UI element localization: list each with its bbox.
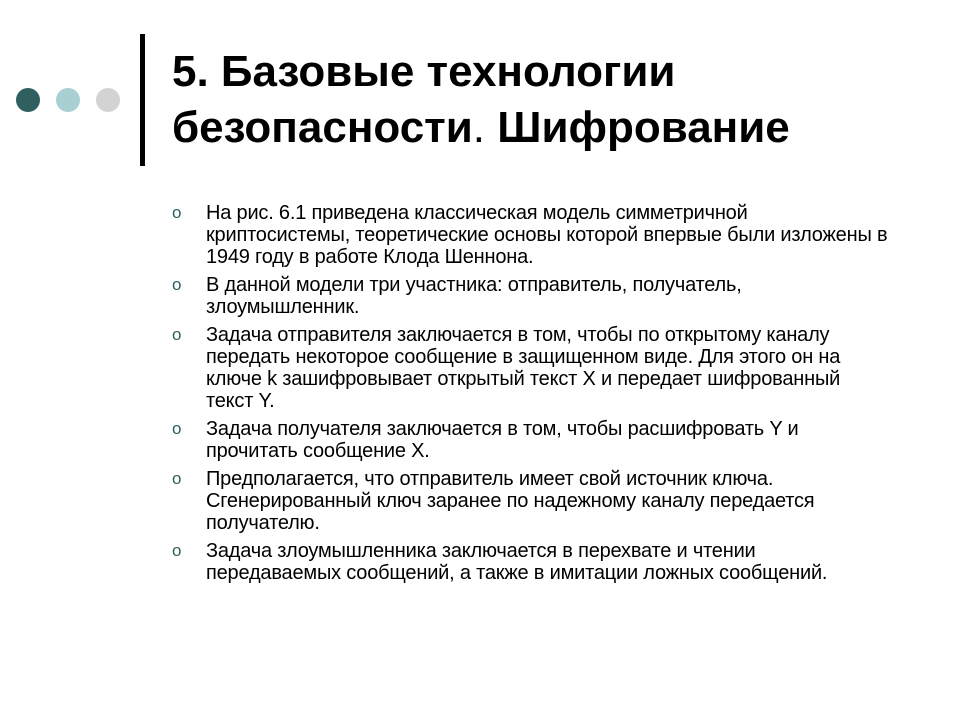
list-item bbox=[172, 540, 892, 584]
bullet-text: Задача получателя заключается в том, чтобы расшифровать Y и прочитать сообщение X. bbox=[206, 418, 799, 462]
bullet-marker-icon: o bbox=[172, 419, 182, 438]
title-line-1: 5. Базовые технологии bbox=[172, 47, 676, 96]
bullet-text: На рис. 6.1 приведена классическая модель симметричной криптосистемы, теоретические основы которой впервые были изложены в 1949 году в работе Клода Шеннона. bbox=[206, 202, 888, 268]
bullet-list bbox=[172, 202, 892, 590]
bullet-text: В данной модели три участника: отправитель, получатель, злоумышленник. bbox=[206, 274, 742, 318]
bullet-text: Задача злоумышленника заключается в перехвате и чтении передаваемых сообщений, а также в имитации ложных сообщений. bbox=[206, 540, 828, 584]
title-divider-line bbox=[140, 34, 145, 166]
list-item bbox=[172, 418, 892, 462]
dot-light-blue-icon bbox=[56, 88, 80, 112]
bullet-marker-icon: o bbox=[172, 325, 182, 344]
bullet-marker-icon: o bbox=[172, 203, 182, 222]
list-item bbox=[172, 202, 892, 268]
slide-title bbox=[172, 44, 942, 156]
title-line-2-part-a: безопасности bbox=[172, 103, 473, 152]
bullet-text: Задача отправителя заключается в том, чтобы по открытому каналу передать некоторое сообщение в защищенном виде. Для этого он на ключе k зашифровывает открытый текст X и передает шифрованный текст Y. bbox=[206, 324, 841, 412]
bullet-marker-icon: o bbox=[172, 541, 182, 560]
list-item bbox=[172, 468, 892, 534]
title-line-2-period: . bbox=[472, 103, 485, 152]
bullet-marker-icon: o bbox=[172, 469, 182, 488]
dot-gray-icon bbox=[96, 88, 120, 112]
title-line-2-part-b: Шифрование bbox=[485, 103, 790, 152]
list-item bbox=[172, 324, 892, 412]
bullet-text: Предполагается, что отправитель имеет свой источник ключа. Сгенерированный ключ заранее по надежному каналу передается получателю. bbox=[206, 468, 815, 534]
list-item bbox=[172, 274, 892, 318]
decorative-dots bbox=[16, 88, 126, 114]
bullet-marker-icon: o bbox=[172, 275, 182, 294]
dot-dark-icon bbox=[16, 88, 40, 112]
